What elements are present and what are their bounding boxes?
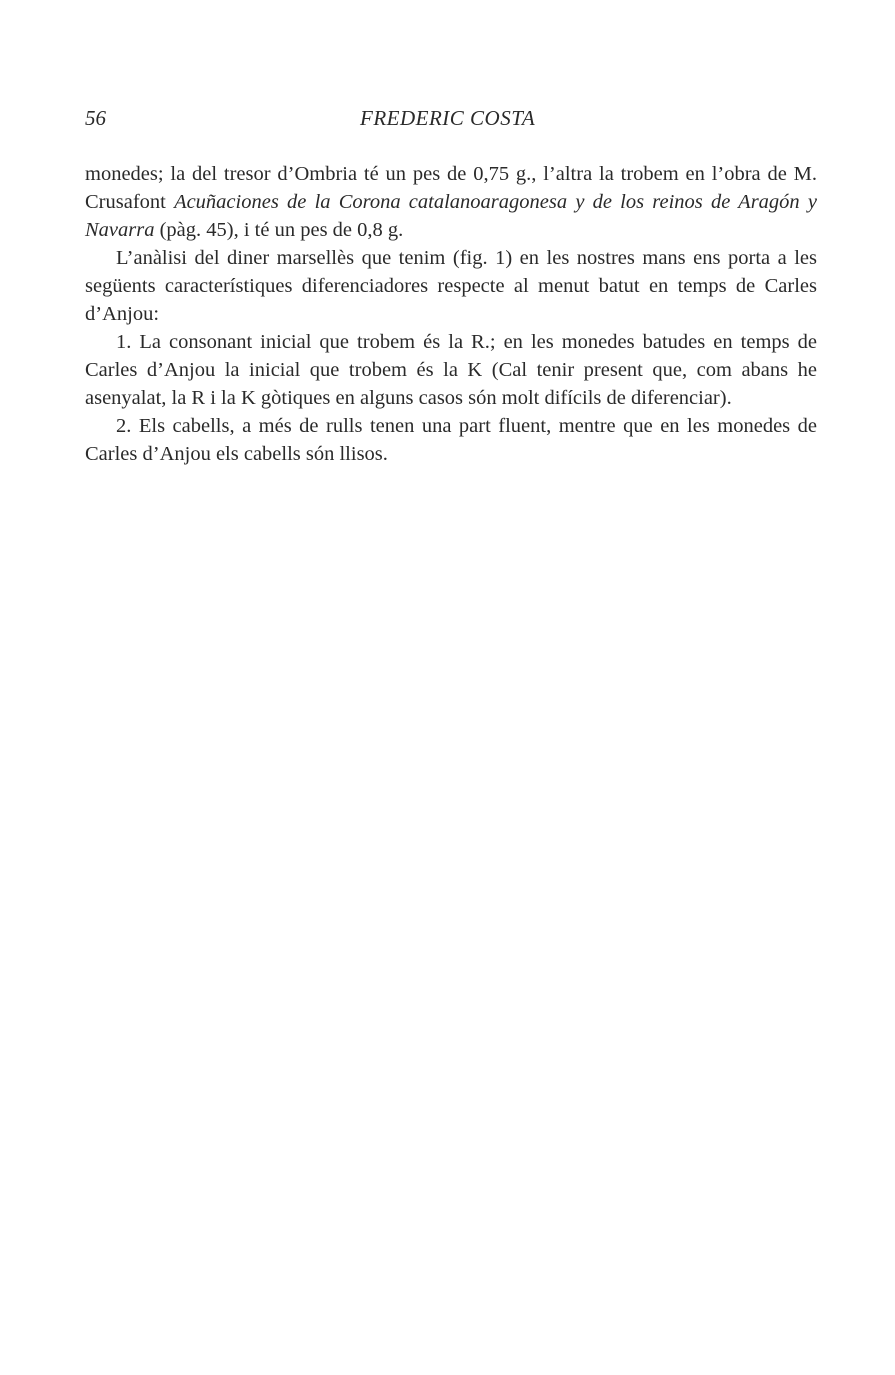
page-header [85, 106, 817, 136]
running-head: FREDERIC COSTA [360, 106, 536, 130]
paragraph-text: (pàg. 45), i té un pes de 0,8 g. [154, 219, 404, 241]
body-text [85, 160, 817, 468]
paragraph-point-1: 1. La consonant inicial que trobem és la R.; en les monedes batudes en temps de Carles d’Anjou la inicial que trobem és la K (Cal tenir present que, com abans he asenyalat, la R i la K gòtiques en alguns casos són molt difícils de diferenciar). [85, 331, 817, 409]
paragraph-point-2: 2. Els cabells, a més de rulls tenen una part fluent, mentre que en les monedes de Carles d’Anjou els cabells són llisos. [85, 415, 817, 465]
book-title: Acuñaciones de la Corona catalanoaragonesa y de los reinos de Aragón y Navarra [85, 191, 817, 241]
paragraph-analysis: L’anàlisi del diner marsellès que tenim (fig. 1) en les nostres mans ens porta a les següents característiques diferenciadores respecte al menut batut en temps de Carles d’Anjou: [85, 247, 817, 325]
page-number: 56 [85, 106, 106, 130]
paragraph-continuation [85, 160, 817, 244]
paragraph-text: monedes; la del tresor d’Ombria té un pes de 0,75 g., l’altra la trobem en l’obra de M. Crusafont [85, 163, 817, 213]
